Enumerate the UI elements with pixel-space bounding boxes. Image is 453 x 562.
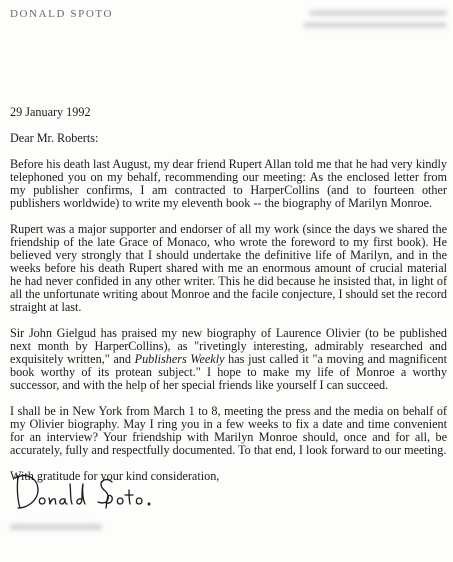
redacted-address-line — [303, 22, 447, 28]
handwritten-signature — [12, 468, 172, 516]
publication-title: Publishers Weekly — [134, 352, 225, 366]
letter-body — [10, 106, 447, 496]
redacted-phone — [10, 523, 102, 532]
paragraph: I shall be in New York from March 1 to 8, meeting the press and the media on behalf of my Olivier biography. May I ring you in a few weeks to fix a date and time convenient for an interview? Your friendship with Marilyn Monroe should, once and for all, be accurately, fully and respectfully documented. To that end, I look forward to our meeting. — [10, 404, 447, 457]
paragraph: Sir John Gielgud has praised my new biography of Laurence Olivier (to be published next month by HarperCollins), as "rivetingly interesting, admirably researched and exquisitely written," and Publishers Weekly has just called it "a moving and magnificent book worthy of its protean subject." I hope to make my life of Monroe a worthy successor, and with the help of her special friends like yourself I can succeed. — [10, 326, 447, 392]
letterhead-name: DONALD SPOTO — [10, 8, 114, 20]
letter-date: 29 January 1992 — [10, 105, 91, 119]
salutation: Dear Mr. Roberts: — [10, 131, 99, 145]
letterhead-address-redacted — [301, 6, 447, 32]
paragraph: Before his death last August, my dear friend Rupert Allan told me that he had very kindly telephoned you on my behalf, recommending our meeting: As the enclosed letter from my publisher confirms, I am contracted to HarperCollins (and to fourteen other publishers worldwide) to write my eleventh book -- the biography of Marilyn Monroe. — [10, 157, 447, 210]
redacted-address-line — [309, 10, 447, 16]
paragraph: Rupert was a major supporter and endorser of all my work (since the days we shared the friendship of the late Grace of Monaco, who wrote the foreword to my first book). He believed very strongly that I should undertake the definitive life of Marilyn, and in the weeks before his death Rupert shared with me an enormous amount of crucial material he had never confided in any other writer. This he did because he insisted that, in light of all the unfortunate writing about Monroe and the facile conjecture, I should set the record straight at last. — [10, 222, 447, 314]
closing: With gratitude for your kind consideration, — [10, 469, 220, 483]
